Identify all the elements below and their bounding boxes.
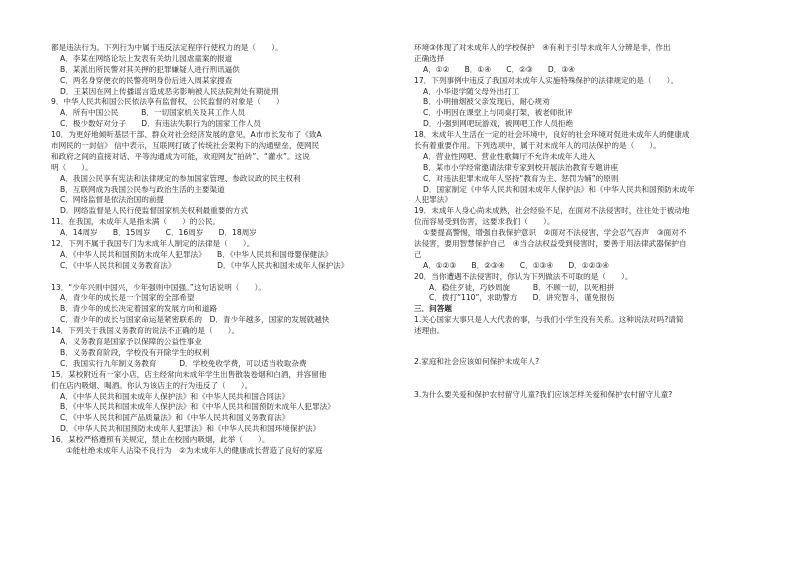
text-line: A．《中华人民共和国未成年人保护法》和《中华人民共和国合同法》 [60,391,290,401]
text-line: 都是违法行为。下列行为中属于违反法定程序行使权力的是（ ）。 [51,43,283,52]
text-line: C．青少年的成长与国家命运是紧密联系的 D．青少年越多，国家的发展就越快 [60,315,330,325]
text-line: 20．当你遭遇不法侵害时，你认为下列做法不可取的是（ ）。 [414,271,633,281]
text-line [414,368,774,390]
text-line: D．国家制定《中华人民共和国未成年人保护法》和《中华人民共和国预防未成年 [423,184,695,194]
text-line: C．拨打“110”，求助警方 D．讲究智斗，谨免报伤 [429,293,615,303]
text-line [51,272,413,283]
text-line: 1.关心国家大事只是人大代表的事，与我们小学生没有关系。这种说法对吗?请简 [414,315,684,325]
text-line: 和政府之间的直接对话、平等沟通成为可能，欢迎网友“拍砖”、“灌水”。这说 [51,151,310,161]
text-line: A．我国公民享有宪法和法律规定的参加国家管理、参政议政的民主权利 [60,173,301,183]
text-line: A．营业性网吧、营业性歌舞厅不允许未成年人进入 [423,151,596,161]
text-line: 市网民的一封信》 信中表示，互联网打破了传统社会架构下的沟通壁垒，使网民 [51,141,320,151]
text-line: B．互联网成为我国公民参与政治生活的主要渠道 [60,184,225,194]
text-line: C．极少数好对分子 D．有违法失职行为的国家工作人员 [60,119,261,129]
left-column [51,43,413,457]
text-line: 们在店内吸烟、喝酒。你认为该店主的行为违反了（ ）。 [51,380,253,390]
text-line: C．两名身穿便衣的民警亮明身份后进入周某家搜查 [60,75,233,85]
text-line: 正确选择 [414,53,445,63]
text-line: 16．某校严格遵照有关规定，禁止在校园内吸烟，此举（ ）。 [51,435,270,445]
text-line: C．我国实行九年制义务教育 D．学校免收学费，可以适当收取杂费 [60,358,307,368]
text-line: 18．未成年人生活在一定的社会环境中，良好的社会环境对促进未成年人的健康成 [414,130,690,140]
right-column [414,43,774,401]
text-line: D．网络监督是人民行使监督国家机关权利最重要的方式 [60,206,249,216]
text-line: A．小华退学随父母外出打工 [423,86,520,96]
text-line: A．青少年的成长是一个国家的全部希望 [60,293,195,303]
text-line: A．稳住歹徒，巧妙周旋 B．不顾一切，以死相拼 [429,282,615,292]
text-line: 法侵害，要用智慧保护自己 ④当合法权益受到侵害时，要善于用法律武器保护自 [414,239,687,249]
text-line: 15．某校附近有一家小店，店主经常向未成年学生出售散装卷烟和白酒，并容留他 [51,369,327,379]
text-line: 述理由。 [414,326,445,336]
text-line: 3.为什么要关爱和保护农村留守儿童?我们应该怎样关爱和保护农村留守儿童? [414,389,673,399]
text-line: A．所有中国公民 B．一切国家机关及其工作人员 [60,108,246,118]
text-line: 12．下列不属于我国专门为未成年人制定的法律是（ ）。 [51,239,255,249]
text-line: B．《中华人民共和国未成年人保护法》和《中华人民共和国预防未成年人犯罪法》 [60,402,335,412]
text-line: B．某市小学经常邀请法律专家到校开展法治教育专题讲座 [423,162,619,172]
text-line: A．①② B．①④ C．②③ D．③④ [423,64,575,74]
text-line: 9．中华人民共和国公民依法享有监督权，公民监督的对象是（ ） [51,97,284,107]
text-line: 10．为更好地倾听基层干部、群众对社会经济发展的意见，A市市长发布了《致A [51,130,322,140]
text-line: 11．在我国，未成年人是指未满（ ）的公民。 [51,217,221,227]
text-line: D．小强到网吧玩游戏，被网吧工作人员拒绝 [423,119,574,129]
text-line: C．《中华人民共和国产品质量法》和《中华人民共和国义务教育法》 [60,413,290,423]
text-line: A．义务教育是国家予以保障的公益性事业 [60,337,202,347]
text-line: B．义务教育阶段，学校没有开除学生的权利 [60,347,210,357]
text-line: 17．下列事例中违反了我国对未成年人实施特殊保护的法律规定的是（ ）。 [414,75,679,85]
text-line: 环境③体现了对未成年人的学校保护 ④有利于引导未成年人分辨是非，作出 [414,43,671,52]
text-line: C．对违法犯罪未成年人坚持“教育为主、惩罚为辅”的原则 [423,173,619,183]
text-line: ①能杜绝未成年人沾染不良行为 ②为未成年人的健康成长营造了良好的家庭 [66,445,323,455]
text-line: C．小明因在课堂上与同桌打架，被老师批评 [423,108,573,118]
text-line: 14．下列关于我国义务教育的说法不正确的是（ ）。 [51,326,240,336]
text-line: C．网络监督是依法治国的前提 [60,195,165,205]
text-line: 位而容易受到伤害，这要求我们（ ）。 [414,217,555,227]
text-line: 2.家庭和社会应该如何保护未成年人? [414,357,540,367]
text-line: 19．未成年人身心尚未成熟，社会经验不足，在面对不法侵害时，往往处于被动地 [414,206,690,216]
text-line: C．《中华人民共和国义务教育法》 D．《中华人民共和国未成年人保护法》 [60,260,349,270]
text-line: ①要提高警惕，增强自我保护意识 ②面对不法侵害，学会忍气吞声 ③面对不 [423,228,687,238]
text-line: A．李某在网络论坛上发表有关幼儿园虐童案的报道 [60,53,233,63]
text-line: A．《中华人民共和国预防未成年人犯罪法》 B．《中华人民共和国母婴保健法》 [60,249,333,259]
text-line: B．小明抽烟被父亲发现后，耐心规劝 [423,97,550,107]
section-heading: 三．问答题 [414,304,452,314]
text-line: 明（ ）。 [51,162,93,172]
text-line: D．《中华人民共和国预防未成年人犯罪法》和《中华人民共和国环境保护法》 [60,424,321,434]
text-line [414,337,774,357]
text-line: B．某派出所民警对其关押的犯罪嫌疑人进行刑讯逼供 [60,64,240,74]
text-line: 己 [414,249,422,259]
text-line: D．王某因在网上传播谣言造成恶劣影响被人民法院判处有期徒刑 [60,86,279,96]
text-line: B．青少年的成长决定着国家的发展方向和道路 [60,304,218,314]
text-line: 13．“少年兴则中国兴，少年强则中国强。”这句话说明（ ）。 [51,282,266,292]
text-line: A．①②③ B．②③④ C．①③④ D．①②③④ [423,260,609,270]
text-line: A．14周岁 B．15周岁 C．16周岁 D．18周岁 [60,228,257,238]
text-line: 人犯罪法》 [414,195,452,205]
text-line: 长有着重要作用。下列选项中，属于对未成年人的司法保护的是（ ）。 [414,141,661,151]
